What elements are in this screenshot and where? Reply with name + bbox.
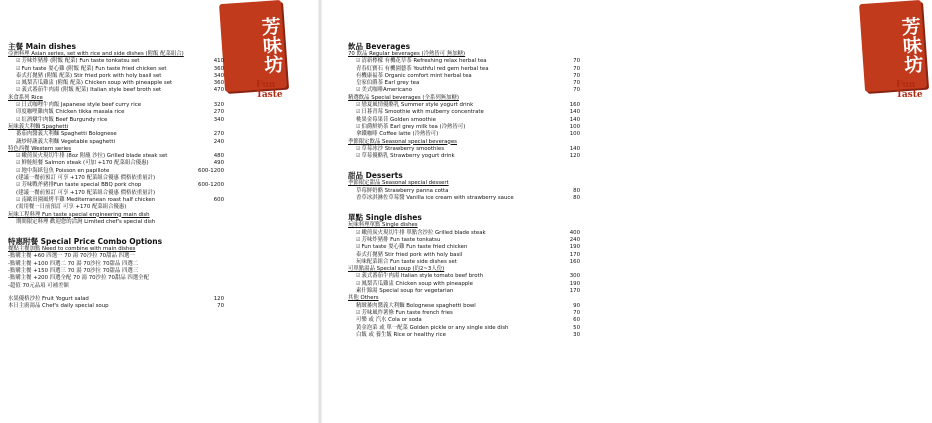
group-label: 玩味工程料理 Fun taste special engineering main dish xyxy=(8,211,150,218)
menu-item-price xyxy=(196,219,224,226)
menu-item-name: ☑ 鳳梨苦瓜雞盅 Chicken soup with pineapple xyxy=(356,281,473,288)
menu-item-name: 皇家伯爵茶 Earl grey tea xyxy=(356,80,420,87)
menu-item-name: 黃金泡菜 或 單一配菜 Golden pickle or any single side dish xyxy=(356,324,509,331)
group-label: 亞洲料理 Asian series, set with rice and side dishes (附飯 配菜組合) xyxy=(8,51,184,57)
single-groups xyxy=(348,222,580,339)
menu-item-price: 410 xyxy=(213,58,224,65)
menu-item-price: 30 xyxy=(573,331,580,338)
menu-item-price: 490 xyxy=(213,160,224,167)
menu-item-name: ☑ 清新檸檬 有機花草茶 Refreshing relax herbal tea xyxy=(356,58,487,65)
menu-item-price: 270 xyxy=(213,109,224,116)
menu-item xyxy=(348,87,580,94)
menu-item xyxy=(348,153,580,160)
menu-item-name: 草莓鮮奶酪 Strawberry panna cotta xyxy=(356,187,449,194)
menu-item-name: ☑ 美式咖啡Americano xyxy=(356,87,412,94)
menu-item-price: 140 xyxy=(569,116,580,123)
menu-item xyxy=(8,168,224,175)
list-item-price xyxy=(196,268,224,275)
menu-item-name: ☑ 草莓優酪乳 Strawberry yogurt drink xyxy=(356,153,455,160)
menu-item-name: ☑ Fun taste 耍心雞 (附飯 配菜) Fun taste fried chicken set xyxy=(16,66,167,73)
menu-item-price: 240 xyxy=(569,236,580,243)
menu-item-price: 470 xyxy=(213,87,224,94)
menu-item-name: ☑ 嫩煎炭火現切牛排 單點含沙拉 Grilled blade steak xyxy=(356,230,486,237)
menu-item-price: 160 xyxy=(569,102,580,109)
menu-item-price: 340 xyxy=(213,72,224,79)
list-item-name: 本日主廚湯品 Chef's daily special soup xyxy=(8,303,109,310)
single-title: 單點 Single dishes xyxy=(348,213,422,223)
menu-item-name: (建議一餐前預訂 可享 +170 配菜組合優惠 價格依重量計) xyxy=(16,175,156,182)
menu-item-price: 140 xyxy=(569,109,580,116)
menu-item-price: 400 xyxy=(569,229,580,236)
menu-item-name: (需用餐一日前預訂 可享 +170 配菜組合優惠) xyxy=(16,204,127,211)
brand-logo xyxy=(222,2,292,106)
menu-item-price: 70 xyxy=(573,65,580,72)
right-content xyxy=(348,40,580,339)
menu-item-name: 拿鐵咖啡 Coffee latte (冷熱皆可) xyxy=(356,131,439,138)
brand-logo-right xyxy=(862,2,932,106)
menu-item-price xyxy=(196,204,224,211)
menu-item-price: 480 xyxy=(213,153,224,160)
menu-item xyxy=(348,332,580,339)
menu-item-name: ☑ 南歐田園風烤半雞 Mediterranean roast half chicken xyxy=(16,197,155,204)
menu-item-name: ☑ 草莓冰沙 Strawberry smoothies xyxy=(356,146,444,153)
menu-item-name: ☑ 戀夏風情優酪乳 Summer style yogurt drink xyxy=(356,102,473,109)
menu-item xyxy=(8,87,224,94)
menu-item xyxy=(348,325,580,332)
main-dishes-section xyxy=(8,40,224,311)
combo-title: 特惠附餐 Special Price Combo Options xyxy=(8,237,163,247)
combo-note: 餐點主餐加點 Need to combine with main dishes xyxy=(8,246,136,253)
brand-name-right: Fun Taste xyxy=(896,80,923,100)
combo-items xyxy=(8,253,224,289)
list-item-name: -點購主餐 +200 四選全配 70 湯 70沙拉 70甜品 四選全配 xyxy=(8,275,149,282)
menu-item-name: 期間限定料理 歡迎您的洽詢 Limited chef's special dish xyxy=(16,218,156,225)
menu-item-name: 印度咖哩雞肉飯 Chicken tikka masala rice xyxy=(16,109,125,116)
menu-item-name: 蔬炒時蔬義大利麵 Vegetable spaghetti xyxy=(16,138,115,145)
menu-item xyxy=(8,160,224,167)
menu-item xyxy=(8,182,224,189)
menu-item-price: 70 xyxy=(573,58,580,65)
menu-item-price: 300 xyxy=(569,273,580,280)
menu-item xyxy=(8,204,224,211)
list-item xyxy=(8,275,224,282)
group-label: 特色西餐 Western series xyxy=(8,145,72,152)
menu-item xyxy=(348,303,580,310)
menu-item-name: 精緻蕃肉醬義大利麵 Bolognese spaghetti bowl xyxy=(356,302,476,309)
menu-item xyxy=(348,288,580,295)
menu-item-price: 100 xyxy=(569,123,580,130)
menu-item xyxy=(348,58,580,65)
brand-name: Fun Taste xyxy=(256,80,283,100)
list-item-name: -點購主餐 +100 四選二 70 湯 70沙拉 70甜品 四選二 xyxy=(8,260,139,267)
menu-item xyxy=(348,188,580,195)
menu-item-name: ☑ 地中海紙包魚 Poisson en papillote xyxy=(16,168,109,175)
menu-item xyxy=(8,131,224,138)
menu-item-name: ☑ Fun taste 耍心雞 Fun taste fried chicken xyxy=(356,244,467,251)
list-item-name: -點購主餐 +60 四選一 70 湯 70沙拉 70甜品 四選一 xyxy=(8,253,135,260)
group-label: 季節限定飲品 Seasonal special beverages xyxy=(348,138,457,145)
menu-item xyxy=(348,131,580,138)
menu-item-name: (建議一餐前預訂 可享 +170 配菜組合優惠 價格依重量計) xyxy=(16,189,156,196)
menu-item xyxy=(348,230,580,237)
list-item-price xyxy=(196,275,224,282)
menu-item-price: 270 xyxy=(213,131,224,138)
menu-item xyxy=(8,117,224,124)
menu-item-name: ☑ 日式咖哩牛肉飯 Japanese style beef curry rice xyxy=(16,102,141,109)
beverages-groups xyxy=(348,51,580,160)
brand-logo-mark-right: 芳味坊 xyxy=(859,0,927,92)
left-page xyxy=(0,0,320,423)
menu-item-name: 素什錦湯 Special soup for vegetarian xyxy=(356,288,454,295)
menu-item-price: 100 xyxy=(569,131,580,138)
menu-item-price: 340 xyxy=(213,116,224,123)
menu-item-name: ☑ 義式番茄牛肉湯 (附飯 配菜) Italian style beef broth set xyxy=(16,87,161,94)
desserts-title: 甜品 Desserts xyxy=(348,171,403,181)
group-label: 70 飲品 Regular beverages (冷熱皆可 無加糖) xyxy=(348,51,466,57)
menu-item-name: ☑ 日暮青莓 Smoothie with mulberry concentrate xyxy=(356,109,484,116)
menu-item-price: 600 xyxy=(213,196,224,203)
menu-item-name: ☑ 鮮鮭鮭餐 Salmon steak (可加 +170 配菜組合優惠) xyxy=(16,160,149,167)
menu-item-price: 70 xyxy=(573,87,580,94)
menu-item-price: 70 xyxy=(573,309,580,316)
menu-item-price: 160 xyxy=(569,258,580,265)
menu-item-name: 香草冰淇淋佐草莓醬 Vanilla ice cream with strawberry sauce xyxy=(356,195,514,202)
menu-item-price: 120 xyxy=(569,153,580,160)
menu-item-price: 320 xyxy=(213,102,224,109)
menu-item-price: 240 xyxy=(213,138,224,145)
menu-item-name: 桃果金莓果昔 Golden smoothie xyxy=(356,116,436,123)
menu-item xyxy=(8,109,224,116)
group-label: 米食系列 Rice xyxy=(8,94,43,101)
desserts-groups xyxy=(348,180,580,202)
menu-item-name: ☑ 嫩煎炭火現切牛排 (8oz 附蘸 沙拉) Grilled blade steak set xyxy=(16,153,167,160)
menu-item-name: 白飯 或 養生飯 Rice or healthy rice xyxy=(356,331,446,338)
menu-item-name: 青春紅寶石 有機園藝茶 Youthful red gem herbal tea xyxy=(356,65,489,72)
beverages-title: 飲品 Beverages xyxy=(348,42,411,51)
list-item xyxy=(8,261,224,268)
menu-item-price: 140 xyxy=(569,145,580,152)
menu-item xyxy=(348,195,580,202)
menu-item-name: ☑ 紅酒燉牛肉飯 Beef Burgundy rice xyxy=(16,117,107,124)
menu-item-price: 70 xyxy=(573,80,580,87)
list-item-price xyxy=(196,283,224,290)
menu-item-price: 170 xyxy=(569,251,580,258)
menu-item-name: ☑ 伯爵鮮奶茶 Earl grey milk tea (冷熱皆可) xyxy=(356,124,465,131)
brand-logo-mark: 芳味坊 xyxy=(219,0,287,92)
list-item xyxy=(8,303,224,310)
list-item-price: 70 xyxy=(217,303,224,310)
menu-item-price xyxy=(196,190,224,197)
combo-extra-items xyxy=(8,296,224,311)
menu-item xyxy=(348,117,580,124)
group-label: 精選飲品 Special beverages (全系列無加糖) xyxy=(348,94,459,101)
menu-item xyxy=(348,252,580,259)
menu-item-price xyxy=(196,175,224,182)
main-dishes-groups xyxy=(8,51,224,226)
menu-item-price: 600-1200 xyxy=(198,182,224,189)
group-label: 季節限定甜品 Seasonal special dessert xyxy=(348,180,449,187)
menu-item-name: 可樂 或 汽水 Cola or soda xyxy=(356,317,422,324)
menu-item-name: ☑ 芳味風炸薯條 Fun taste french fries xyxy=(356,310,453,317)
list-item-name: 水果優格沙拉 Fruit Yogurt salad xyxy=(8,295,89,302)
list-item-price xyxy=(196,253,224,260)
menu-item xyxy=(8,58,224,65)
menu-item-price: 170 xyxy=(569,288,580,295)
menu-item xyxy=(348,66,580,73)
group-label: 玩味料理單點 Single dishes xyxy=(348,222,418,229)
menu-item-price: 190 xyxy=(569,244,580,251)
menu-item-price: 600-1200 xyxy=(198,167,224,174)
menu-item-price: 80 xyxy=(573,187,580,194)
menu-item-price: 60 xyxy=(573,317,580,324)
menu-item xyxy=(8,219,224,226)
menu-item-name: ☑ 芳味戰斧豬排Fun taste special BBQ pork chop xyxy=(16,182,141,189)
group-label: 其他 Others xyxy=(348,295,379,302)
menu-item xyxy=(348,273,580,280)
menu-item-name: ☑ 鳳梨苦瓜雞盅 (附飯 配菜) Chicken soup with pineapple set xyxy=(16,80,172,87)
menu-item-name: 泰式打拋豬 (附飯 配菜) Stir fried pork with holy basil set xyxy=(16,72,162,79)
list-item-name: -點購主餐 +150 四選三 70 湯 70沙拉 70甜品 四選三 xyxy=(8,268,139,275)
menu-item-name: ☑ 芳味炸豬排 (附飯 配菜) Fun taste tonkatsu set xyxy=(16,58,140,65)
menu-item-price: 360 xyxy=(213,80,224,87)
menu-item xyxy=(348,281,580,288)
menu-item-name: 有機康福茶 Organic comfort mint herbal tea xyxy=(356,72,472,79)
menu-item xyxy=(348,244,580,251)
list-item xyxy=(8,253,224,260)
list-item-price: 120 xyxy=(213,295,224,302)
list-item-name: -超值 70元品項 可補差額 xyxy=(8,282,69,289)
menu-item-price: 90 xyxy=(573,302,580,309)
menu-item-price: 360 xyxy=(213,65,224,72)
menu-item-name: 番茄肉醬義大利麵 Spaghetti Bolognese xyxy=(16,131,117,138)
list-item-price xyxy=(196,261,224,268)
menu-item xyxy=(348,317,580,324)
menu-item-price: 50 xyxy=(573,324,580,331)
menu-item xyxy=(8,66,224,73)
menu-item-price: 80 xyxy=(573,195,580,202)
menu-item xyxy=(8,139,224,146)
menu-item-price: 190 xyxy=(569,280,580,287)
group-label: 可單點湯品 Special soup (約2~3人份) xyxy=(348,266,445,273)
main-dishes-title: 主餐 Main dishes xyxy=(8,42,76,51)
menu-item-name: ☑ 義式番茄牛肉湯 Italian style tomato beef broth xyxy=(356,273,483,280)
menu-item-name: 玩味配菜組合 Fun taste side dishes set xyxy=(356,258,457,265)
menu-item-name: ☑ 芳味炸豬排 Fun taste tonkatsu xyxy=(356,237,440,244)
menu-item xyxy=(348,109,580,116)
list-item xyxy=(8,283,224,290)
menu-item-price: 70 xyxy=(573,72,580,79)
group-label: 玩味義大利麵 Spaghetti xyxy=(8,123,69,130)
menu-item xyxy=(8,190,224,197)
menu-item-name: 泰式打拋豬 Stir fried pork with holy basil xyxy=(356,251,463,258)
